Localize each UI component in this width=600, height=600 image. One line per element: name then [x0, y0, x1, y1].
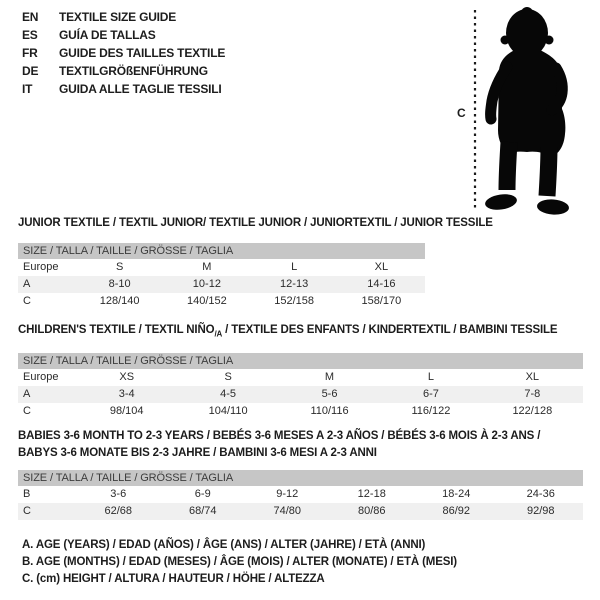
legend-line-height: C. (cm) HEIGHT / ALTURA / HAUTEUR / HÖHE / ALTEZZA — [22, 573, 325, 585]
value-cell: 122/128 — [512, 405, 553, 418]
size-cell: S — [115, 261, 124, 273]
size-cell: XS — [119, 371, 135, 384]
value-cell: 7-8 — [524, 388, 541, 401]
row-label: C — [23, 295, 31, 307]
table-row-age — [18, 386, 583, 403]
value-cell: 5-6 — [321, 388, 338, 401]
language-row-en — [22, 8, 225, 26]
language-title: GUIDE DES TAILLES TEXTILE — [59, 46, 226, 60]
title-text: CHILDREN'S TEXTILE / TEXTIL NIÑO — [18, 324, 215, 336]
toddler-silhouette — [455, 4, 595, 216]
value-cell: 3-4 — [118, 388, 135, 401]
size-cell: L — [427, 371, 434, 384]
value-cell: 128/140 — [99, 295, 140, 307]
value-cell: 14-16 — [367, 278, 396, 290]
table-title — [18, 428, 583, 462]
height-measure-label: C — [457, 106, 466, 120]
table-row-height — [18, 403, 583, 420]
value-cell: 62/68 — [104, 505, 133, 517]
title-text: / TEXTILE DES ENFANTS / KINDERTEXTIL / BAMBINI TESSILE — [222, 324, 558, 336]
table-junior-textile — [18, 215, 493, 310]
table-row-height — [18, 503, 583, 520]
value-cell: 4-5 — [220, 388, 237, 401]
table-size-header: SIZE / TALLA / TAILLE / GRÖSSE / TAGLIA — [18, 243, 425, 259]
toddler-body — [484, 7, 569, 216]
language-title-list — [22, 8, 225, 98]
title-line-1: BABIES 3-6 MONTH TO 2-3 YEARS / BEBÉS 3-6 MESES A 2-3 AÑOS / BÉBÉS 3-6 MOIS À 2-3 ANS / — [18, 430, 541, 442]
value-cell: 152/158 — [274, 295, 314, 307]
table-title — [18, 322, 583, 342]
row-label: A — [23, 388, 31, 401]
table-row-height — [18, 293, 425, 310]
table-row-europe — [18, 369, 583, 386]
language-title: GUÍA DE TALLAS — [59, 28, 156, 42]
right-foot — [537, 198, 570, 215]
row-label: C — [23, 405, 31, 418]
table-size-header: SIZE / TALLA / TAILLE / GRÖSSE / TAGLIA — [18, 470, 583, 486]
table-title: JUNIOR TEXTILE / TEXTIL JUNIOR/ TEXTILE JUNIOR / JUNIORTEXTIL / JUNIOR TESSILE — [18, 217, 493, 229]
legend-line-age-years: A. AGE (YEARS) / EDAD (AÑOS) / ÂGE (ANS) / ALTER (JAHRE) / ETÀ (ANNI) — [22, 539, 426, 551]
value-cell: 68/74 — [188, 505, 217, 517]
value-cell: 10-12 — [192, 278, 221, 290]
table-size-header: SIZE / TALLA / TAILLE / GRÖSSE / TAGLIA — [18, 353, 583, 369]
value-cell: 80/86 — [357, 505, 386, 517]
row-label: Europe — [23, 371, 59, 384]
value-cell: 158/170 — [361, 295, 402, 307]
legend-line-age-months: B. AGE (MONTHS) / EDAD (MESES) / ÂGE (MOIS) / ALTER (MONATE) / ETÀ (MESI) — [22, 556, 457, 568]
language-code: EN — [22, 10, 39, 24]
right-leg — [547, 146, 549, 196]
value-cell: 8-10 — [108, 278, 131, 290]
right-ear — [545, 36, 554, 45]
value-cell: 74/80 — [273, 505, 302, 517]
size-cell: M — [324, 371, 335, 384]
value-cell: 12-13 — [280, 278, 309, 290]
left-leg — [507, 142, 509, 190]
title-subscript: /A — [214, 329, 223, 339]
row-label: C — [23, 505, 31, 517]
language-row-fr — [22, 44, 225, 62]
language-code: DE — [22, 64, 39, 78]
table-row-age — [18, 276, 425, 293]
table-row-months — [18, 486, 583, 503]
language-row-it — [22, 80, 225, 98]
left-foot — [484, 192, 518, 211]
language-title: TEXTILE SIZE GUIDE — [59, 10, 177, 24]
row-label: Europe — [23, 261, 59, 273]
left-ear — [501, 36, 510, 45]
value-cell: 6-9 — [194, 488, 211, 500]
value-cell: 92/98 — [526, 505, 555, 517]
table-row-europe — [18, 259, 425, 276]
row-label: A — [23, 278, 31, 290]
value-cell: 6-7 — [422, 388, 439, 401]
language-title: GUIDA ALLE TAGLIE TESSILI — [59, 82, 222, 96]
title-line-2: BABYS 3-6 MONATE BIS 2-3 JAHRE / BAMBINI 3-6 MESI A 2-3 ANNI — [18, 447, 377, 459]
table-babies-textile — [18, 428, 583, 520]
table-childrens-textile — [18, 322, 583, 420]
value-cell: 9-12 — [276, 488, 299, 500]
size-cell: S — [224, 371, 232, 384]
value-cell: 104/110 — [208, 405, 248, 418]
language-row-es — [22, 26, 225, 44]
size-cell: L — [291, 261, 298, 273]
value-cell: 3-6 — [110, 488, 127, 500]
language-code: FR — [22, 46, 38, 60]
value-cell: 110/116 — [310, 405, 349, 418]
language-row-de — [22, 62, 225, 80]
measurement-legend — [22, 537, 457, 588]
value-cell: 12-18 — [357, 488, 386, 500]
value-cell: 18-24 — [442, 488, 471, 500]
size-cell: M — [202, 261, 212, 273]
language-code: IT — [22, 82, 33, 96]
row-label: B — [23, 488, 31, 500]
value-cell: 98/104 — [109, 405, 144, 418]
value-cell: 86/92 — [442, 505, 471, 517]
value-cell: 24-36 — [526, 488, 555, 500]
value-cell: 140/152 — [186, 295, 227, 307]
value-cell: 116/122 — [411, 405, 451, 418]
size-cell: XL — [525, 371, 540, 384]
size-cell: XL — [374, 261, 389, 273]
language-code: ES — [22, 28, 38, 42]
language-title: TEXTILGRÖßENFÜHRUNG — [59, 64, 208, 78]
head — [506, 9, 548, 57]
